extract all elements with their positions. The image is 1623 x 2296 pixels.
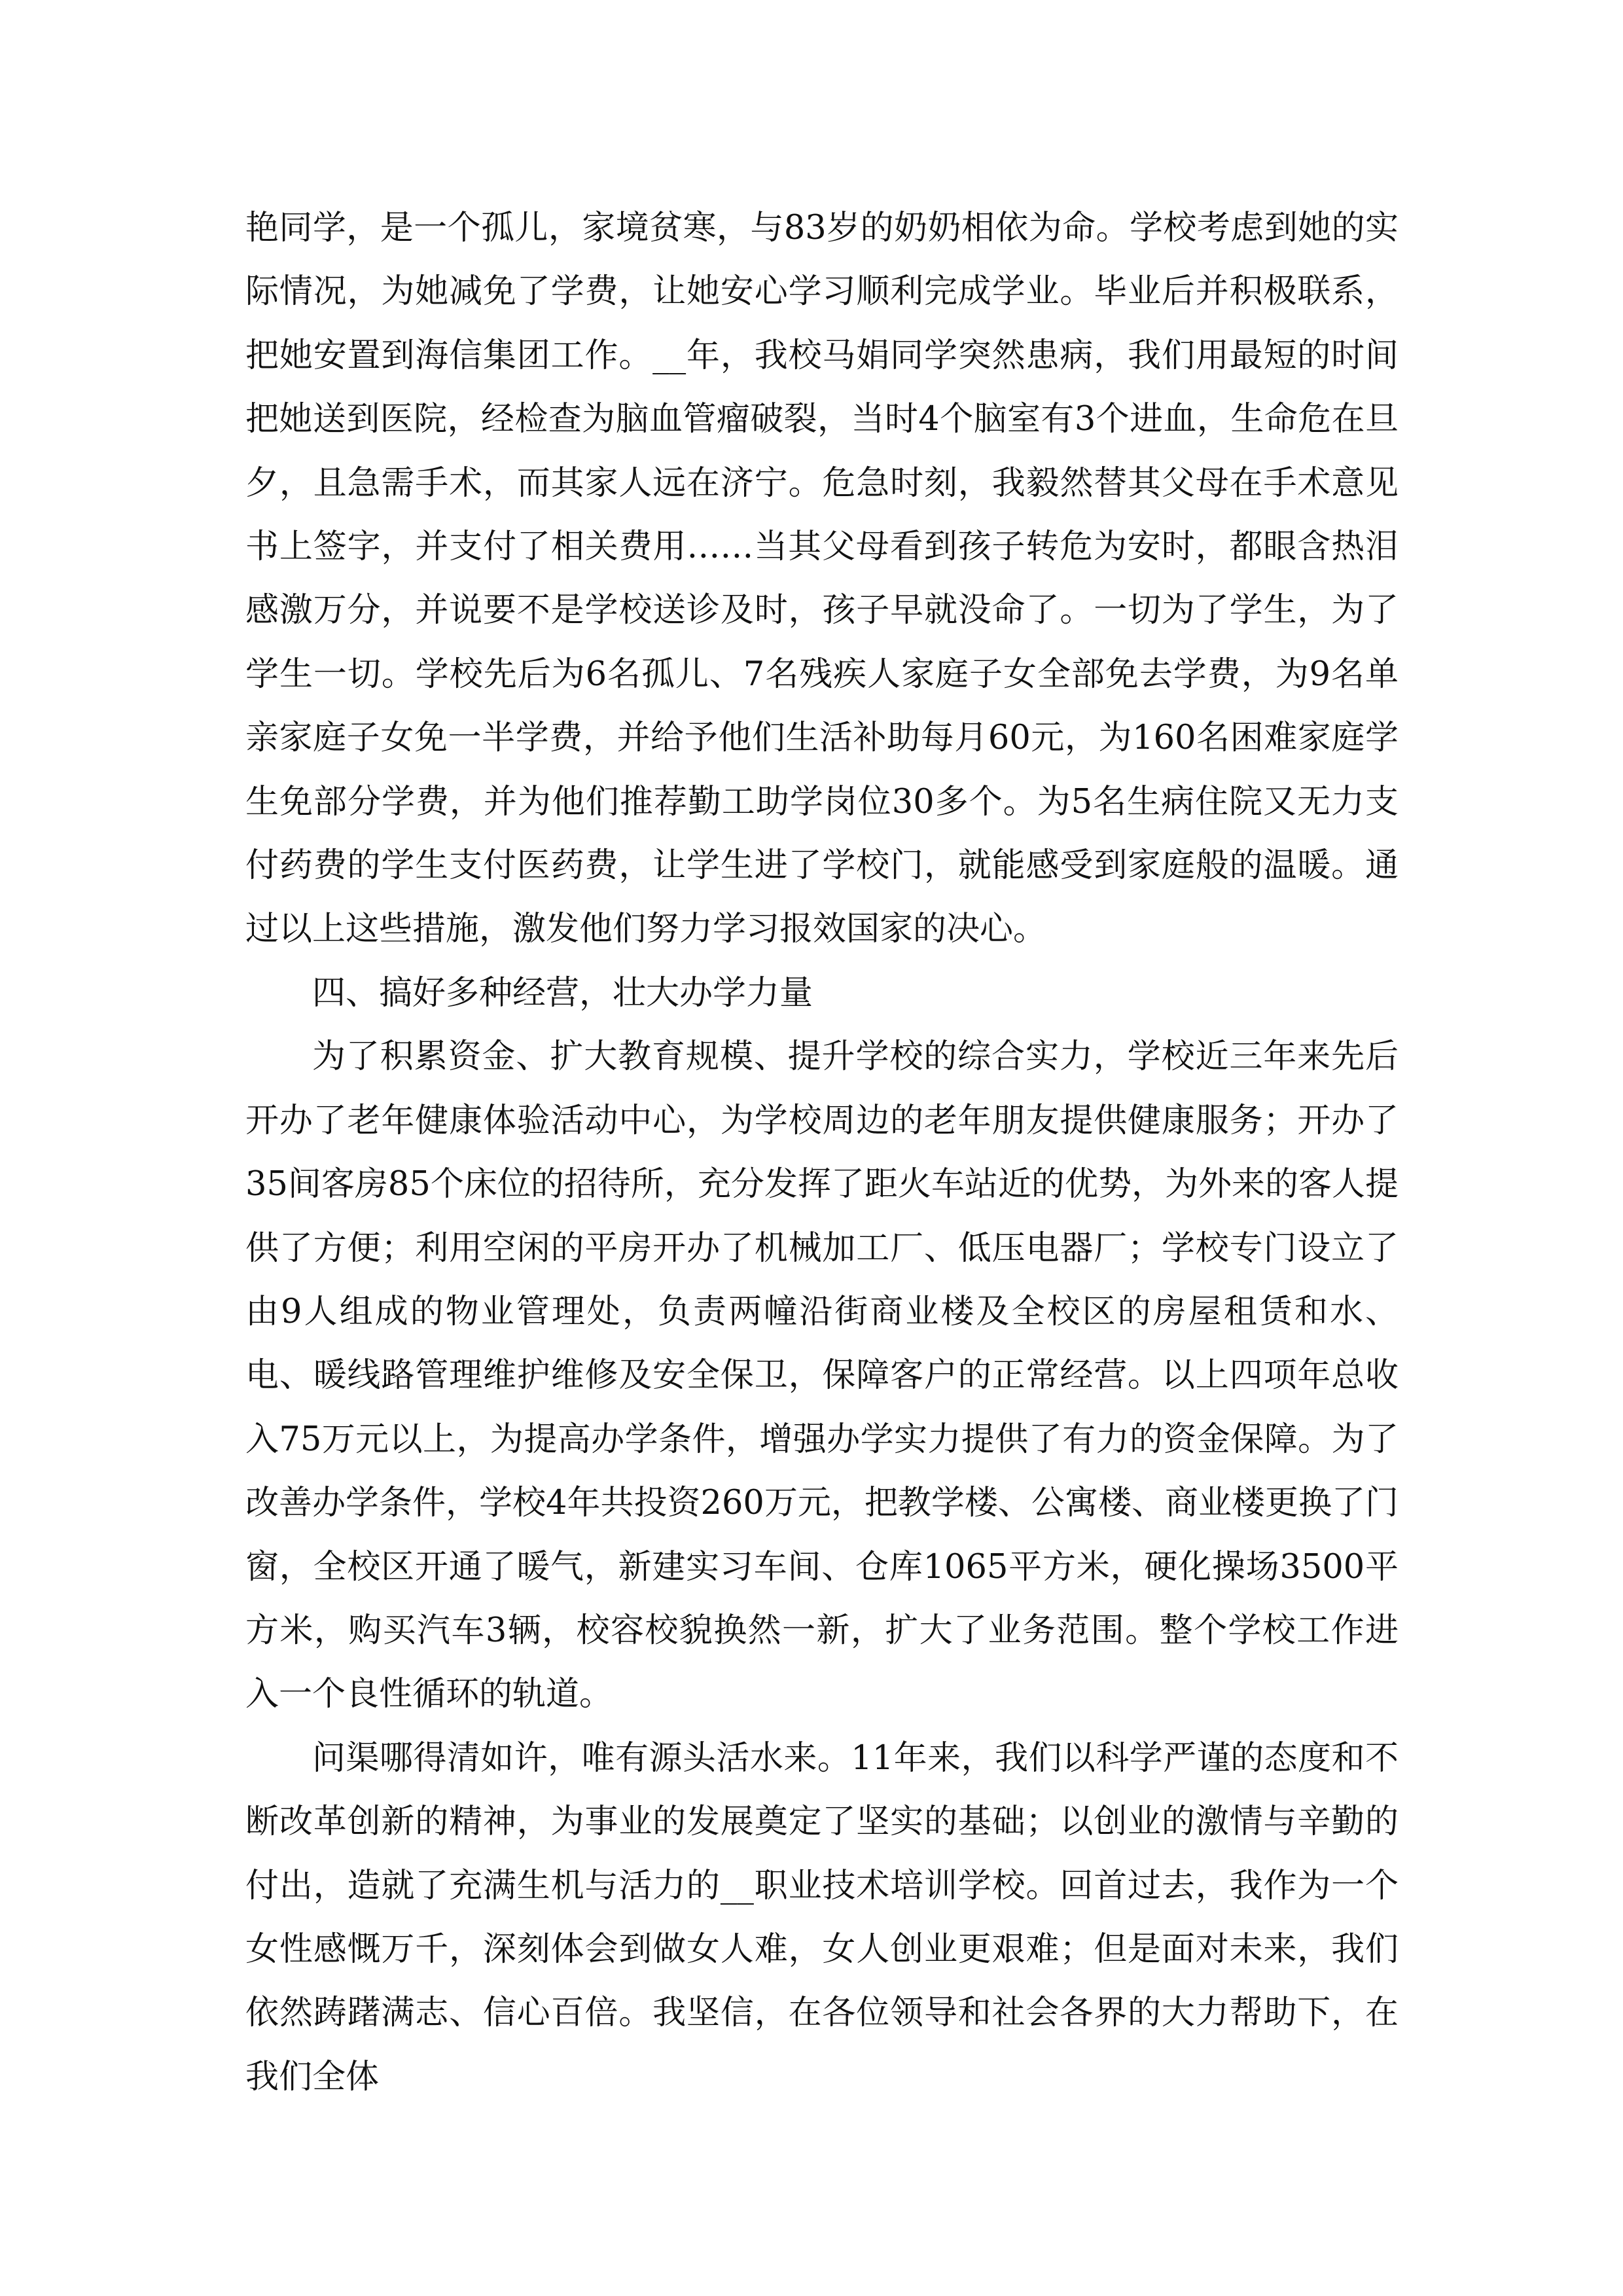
paragraph-diversified-operations: 为了积累资金、扩大教育规模、提升学校的综合实力，学校近三年来先后开办了老年健康体验活动中心，为学校周边的老年朋友提供健康服务；开办了35间客房85个床位的招待所，充分发挥了距火车站近的优势，为外来的客人提供了方便；利用空闲的平房开办了机械加工厂、低压电器厂；学校专门设立了由9人组成的物业管理处，负责两幢沿街商业楼及全校区的房屋租赁和水、电、暖线路管理维护维修及安全保卫，保障客户的正常经营。以上四项年总收入75万元以上，为提高办学条件，增强办学实力提供了有力的资金保障。为了改善办学条件，学校4年共投资260万元，把教学楼、公寓楼、商业楼更换了门窗，全校区开通了暖气，新建实习车间、仓库1065平方米，硬化操场3500平方米，购买汽车3辆，校容校貌换然一新，扩大了业务范围。整个学校工作进入一个良性循环的轨道。 bbox=[245, 1037, 1399, 1714]
paragraph-continuation: 艳同学，是一个孤儿，家境贫寒，与83岁的奶奶相依为命。学校考虑到她的实际情况，为她减免了学费，让她安心学习顺利完成学业。毕业后并积极联系，把她安置到海信集团工作。__年，我校马娟同学突然患病，我们用最短的时间把她送到医院，经检查为脑血管瘤破裂，当时4个脑室有3个进血，生命危在旦夕，且急需手术，而其家人远在济宁。危急时刻，我毅然替其父母在手术意见书上签字，并支付了相关费用……当其父母看到孩子转危为安时，都眼含热泪感激万分，并说要不是学校送诊及时，孩子早就没命了。一切为了学生，为了学生一切。学校先后为6名孤儿、7名残疾人家庭子女全部免去学费，为9名单亲家庭子女免一半学费，并给予他们生活补助每月60元，为160名困难家庭学生免部分学费，并为他们推荐勤工助学岗位30多个。为5名生病住院又无力支付药费的学生支付医药费，让学生进了学校门，就能感受到家庭般的温暖。通过以上这些措施，激发他们努力学习报效国家的决心。 bbox=[245, 209, 1399, 949]
paragraph-closing: 问渠哪得清如许，唯有源头活水来。11年来，我们以科学严谨的态度和不断改革创新的精神，为事业的发展奠定了坚实的基础；以创业的激情与辛勤的付出，造就了充满生机与活力的__职业技术培训学校。回首过去，我作为一个女性感慨万千，深刻体会到做女人难，女人创业更艰难；但是面对未来，我们依然踌躇满志、信心百倍。我坚信，在各位领导和社会各界的大力帮助下，在我们全体 bbox=[245, 1738, 1399, 2096]
document-body bbox=[245, 196, 1399, 2109]
section-heading-4: 四、搞好多种经营，壮大办学力量 bbox=[312, 973, 813, 1013]
